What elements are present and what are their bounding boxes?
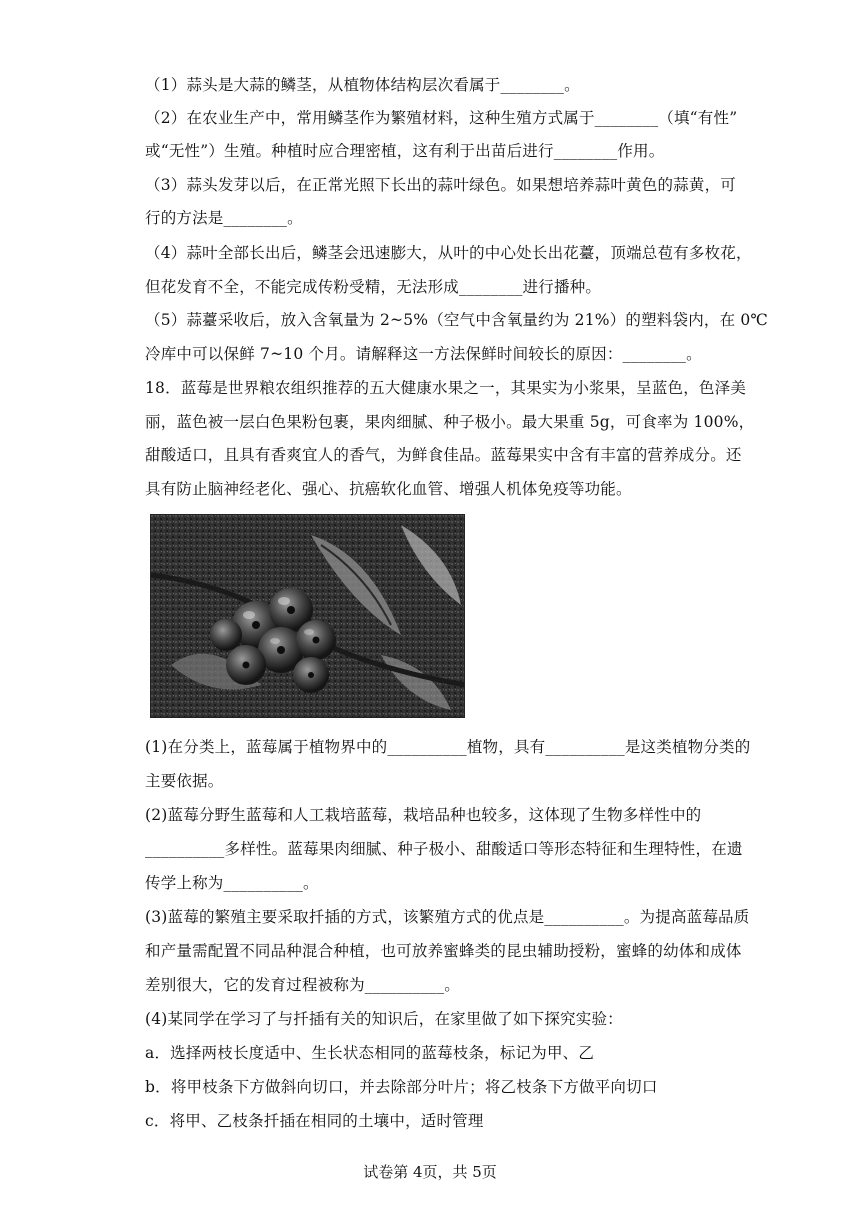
q18-4-intro: (4)某同学在学习了与扦插有关的知识后，在家里做了如下探究实验： — [145, 1010, 623, 1028]
q18-1-line2: 主要依据。 — [145, 772, 224, 790]
q18-intro-line1: 18．蓝莓是世界粮农组织推荐的五大健康水果之一，其果实为小浆果，呈蓝色，色泽美 — [145, 379, 747, 397]
q18-4-step-c: c．将甲、乙枝条扦插在相同的土壤中，适时管理 — [145, 1112, 484, 1130]
q18-4-step-b: b．将甲枝条下方做斜向切口，并去除部分叶片；将乙枝条下方做平向切口 — [145, 1078, 658, 1096]
q17-5-text-line1: （5）蒜薹采收后，放入含氧量为 2~5%（空气中含氧量约为 21%）的塑料袋内，在 0℃ — [145, 311, 769, 329]
q18-3-line3: 差别很大，它的发育过程被称为__________。 — [145, 976, 461, 994]
q17-4-text-line1: （4）蒜叶全部长出后，鳞茎会迅速膨大，从叶的中心处长出花薹，顶端总苞有多枚花， — [145, 244, 752, 262]
q18-3-line1: (3)蓝莓的繁殖主要采取扦插的方式，该繁殖方式的优点是__________。为提高蓝莓品质 — [145, 908, 750, 926]
q17-1-text: （1）蒜头是大蒜的鳞茎，从植物体结构层次看属于________。 — [145, 76, 580, 94]
q17-2-text-line2: 或“无性”）生殖。种植时应合理密植，这有利于出苗后进行________作用。 — [145, 142, 665, 160]
q18-2-line1: (2)蓝莓分野生蓝莓和人工栽培蓝莓，栽培品种也较多，这体现了生物多样性中的 — [145, 806, 702, 824]
q18-3-line2: 和产量需配置不同品种混合种植，也可放养蜜蜂类的昆虫辅助授粉，蜜蜂的幼体和成体 — [145, 942, 742, 960]
q17-3-text-line2: 行的方法是________。 — [145, 209, 303, 227]
q18-intro-line4: 具有防止脑神经老化、强心、抗癌软化血管、增强人机体免疫等功能。 — [145, 480, 632, 498]
q18-2-line3: 传学上称为__________。 — [145, 874, 319, 892]
q18-4-step-a: a．选择两枝长度适中、生长状态相同的蓝莓枝条，标记为甲、乙 — [145, 1044, 595, 1062]
blueberry-photo — [150, 514, 465, 718]
q18-intro-line2: 丽，蓝色被一层白色果粉包裹，果肉细腻、种子极小。最大果重 5g，可食率为 100%， — [145, 413, 755, 431]
q17-3-text-line1: （3）蒜头发芽以后，在正常光照下长出的蒜叶绿色。如果想培养蒜叶黄色的蒜黄，可 — [145, 176, 736, 194]
q17-2-text-line1: （2）在农业生产中，常用鳞茎作为繁殖材料，这种生殖方式属于________（填“有性” — [145, 109, 738, 127]
q17-4-text-line2: 但花发育不全，不能完成传粉受精，无法形成________进行播种。 — [145, 278, 602, 296]
q17-5-text-line2: 冷库中可以保鲜 7~10 个月。请解释这一方法保鲜时间较长的原因：________。 — [145, 345, 702, 363]
q18-intro-line3: 甜酸适口，且具有香爽宜人的香气，为鲜食佳品。蓝莓果实中含有丰富的营养成分。还 — [145, 446, 742, 464]
q18-1-line1: (1)在分类上，蓝莓属于植物界中的__________植物，具有__________是这类植物分类的 — [145, 738, 751, 756]
q18-2-line2: __________多样性。蓝莓果肉细腻、种子极小、甜酸适口等形态特征和生理特性，在遗 — [145, 840, 743, 858]
page-footer: 试卷第 4页，共 5页 — [363, 1163, 497, 1181]
